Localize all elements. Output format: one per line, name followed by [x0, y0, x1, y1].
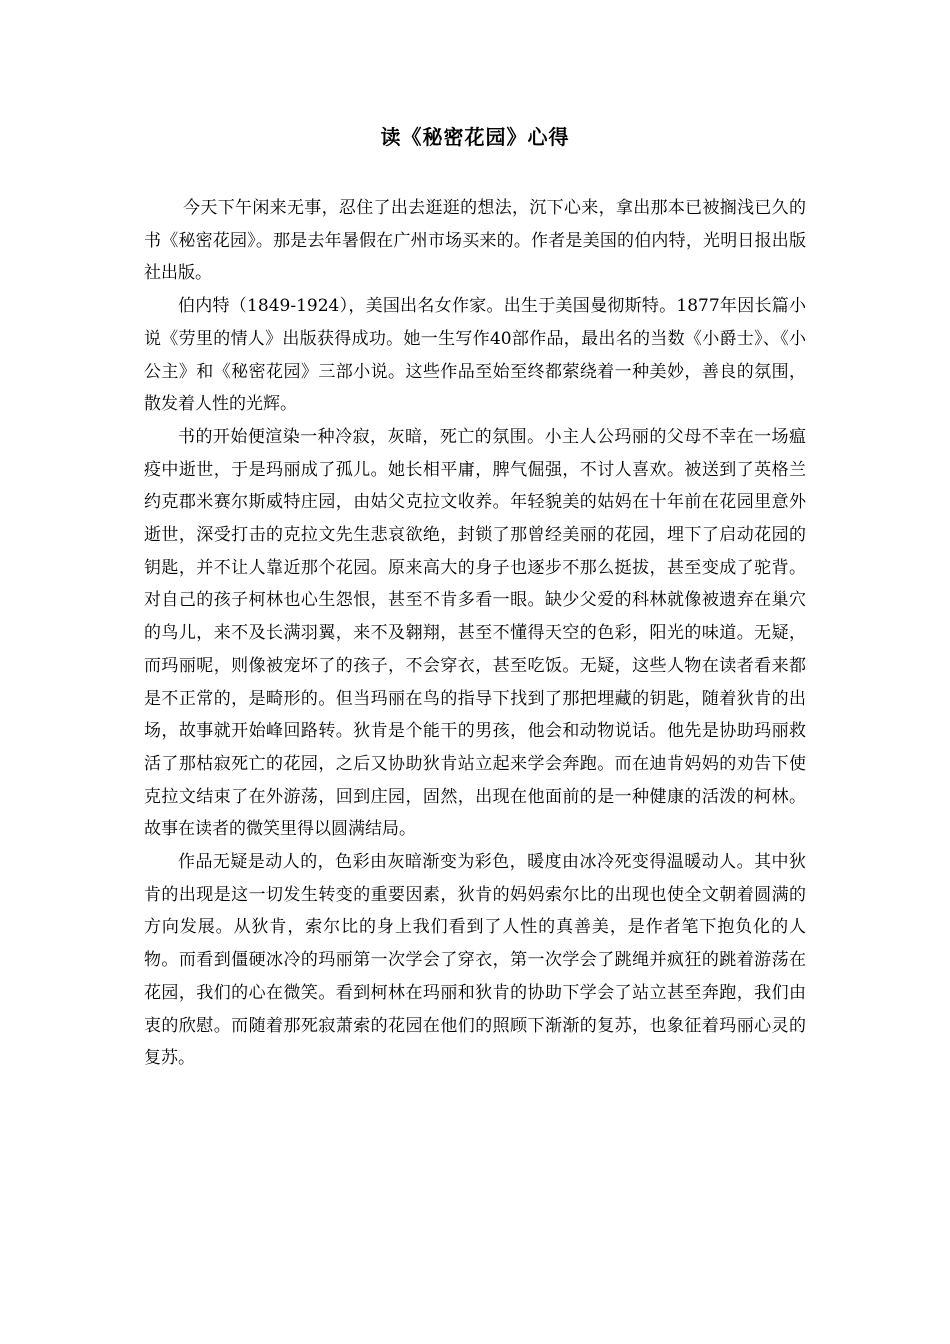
paragraph-4: 作品无疑是动人的，色彩由灰暗渐变为彩色，暖度由冰冷死变得温暖动人。其中狄肯的出现是这一切发生转变的重要因素，狄肯的妈妈索尔比的出现也使全文朝着圆满的方向发展。从狄肯，索尔比的身上我们看到了人性的真善美，是作者笔下抱负化的人物。而看到僵硬冰冷的玛丽第一次学会了穿衣，第一次学会了跳绳并疯狂的跳着游荡在花园，我们的心在微笑。看到柯林在玛丽和狄肯的协助下学会了站立甚至奔跑，我们由衷的欣慰。而随着那死寂萧索的花园在他们的照顾下渐渐的复苏，也象征着玛丽心灵的复苏。	[144, 852, 806, 1069]
paragraph-3: 书的开始便渲染一种冷寂，灰暗，死亡的氛围。小主人公玛丽的父母不幸在一场瘟疫中逝世，于是玛丽成了孤儿。她长相平庸，脾气倔强，不讨人喜欢。被送到了英格兰约克郡米赛尔斯威特庄园，由姑父克拉文收养。年轻貌美的姑妈在十年前在花园里意外逝世，深受打击的克拉文先生悲哀欲绝，封锁了那曾经美丽的花园，埋下了启动花园的钥匙，并不让人靠近那个花园。原来高大的身子也逐步不那么挺拔，甚至变成了驼背。对自己的孩子柯林也心生怨恨，甚至不肯多看一眼。缺少父爱的科林就像被遗弃在巢穴的鸟儿，来不及长满羽翼，来不及翱翔，甚至不懂得天空的色彩，阳光的味道。无疑，而玛丽呢，则像被宠坏了的孩子，不会穿衣，甚至吃饭。无疑，这些人物在读者看来都是不正常的，是畸形的。但当玛丽在鸟的指导下找到了那把埋藏的钥匙，随着狄肯的出场，故事就开始峰回路转。狄肯是个能干的男孩，他会和动物说话。他先是协助玛丽救活了那枯寂死亡的花园，之后又协助狄肯站立起来学会奔跑。而在迪肯妈妈的劝告下使克拉文结束了在外游荡，回到庄园，固然，出现在他面前的是一种健康的活泼的柯林。故事在读者的微笑里得以圆满结局。	[144, 426, 806, 840]
paragraph-1: 今天下午闲来无事，忍住了出去逛逛的想法，沉下心来，拿出那本已被搁浅已久的书《秘密花园》。那是去年暑假在广州市场买来的。作者是美国的伯内特，光明日报出版社出版。	[144, 198, 806, 284]
document-body	[144, 192, 806, 1075]
paragraph-2: 伯内特（1849-1924），美国出名女作家。出生于美国曼彻斯特。1877年因长篇小说《劳里的情人》出版获得成功。她一生写作40部作品，最出名的当数《小爵士》、《小公主》和《秘密花园》三部小说。这些作品至始至终都萦绕着一种美妙，善良的氛围，散发着人性的光辉。	[144, 296, 806, 415]
document-title: 读《秘密花园》心得	[380, 125, 570, 149]
